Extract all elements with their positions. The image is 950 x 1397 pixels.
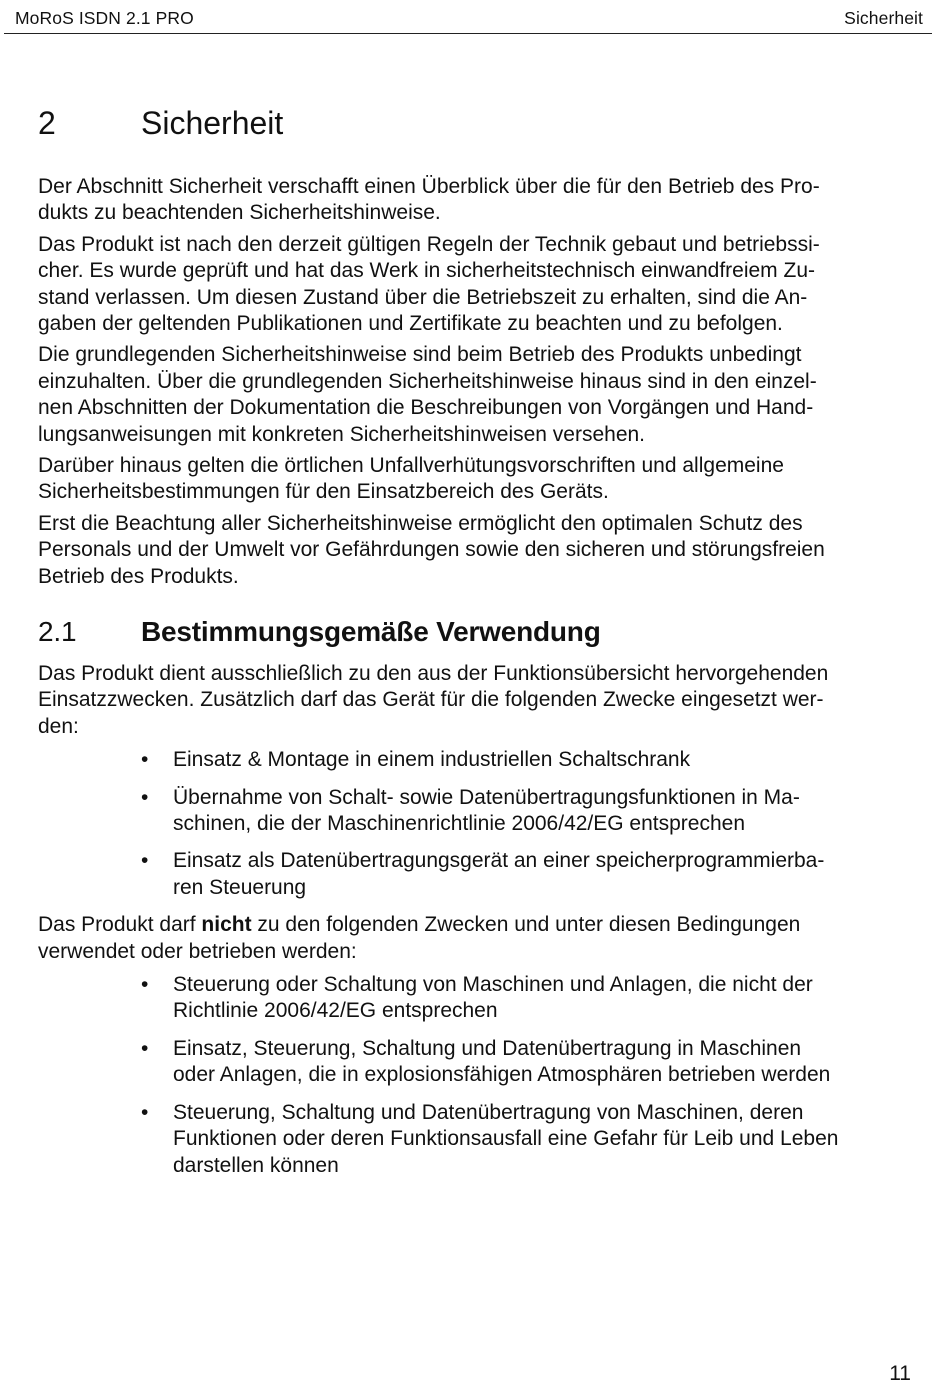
- text-line: Übernahme von Schalt- sowie Datenübertragungsfunktionen in Ma-: [173, 785, 800, 809]
- bullet-icon: •: [141, 748, 149, 772]
- document-title: MoRoS ISDN 2.1 PRO: [15, 8, 194, 28]
- text-line: darstellen können: [173, 1153, 339, 1177]
- text-line: gaben der geltenden Publikationen und Zertifikate zu beachten und zu befolgen.: [38, 312, 783, 336]
- running-header: [4, 0, 932, 34]
- bullet-icon: •: [141, 785, 149, 809]
- allowed-uses-list: [38, 747, 898, 901]
- text-line: Betrieb des Produkts.: [38, 564, 239, 588]
- text-line: Einsatz als Datenübertragungsgerät an einer speicherprogrammierba-: [173, 849, 825, 873]
- list-item: [38, 972, 898, 1025]
- list-item: [38, 785, 898, 838]
- text-line: Funktionen oder deren Funktionsausfall eine Gefahr für Leib und Leben: [173, 1127, 839, 1151]
- text-line: stand verlassen. Um diesen Zustand über die Betriebszeit zu erhalten, sind die An-: [38, 285, 808, 309]
- bullet-icon: •: [141, 849, 149, 873]
- bullet-icon: •: [141, 1036, 149, 1060]
- text-line: Einsatz & Montage in einem industriellen Schaltschrank: [173, 748, 691, 772]
- text-line: verwendet oder betrieben werden:: [38, 939, 357, 963]
- section-title: Sicherheit: [141, 105, 284, 141]
- text-line: Steuerung oder Schaltung von Maschinen und Anlagen, die nicht der: [173, 973, 813, 997]
- paragraph: [38, 342, 898, 448]
- list-item: [38, 1036, 898, 1089]
- text-line: dukts zu beachtenden Sicherheitshinweise.: [38, 201, 441, 225]
- emphasis-not: nicht: [201, 913, 252, 937]
- text-line: Personals und der Umwelt vor Gefährdungen sowie den sicheren und störungsfreien: [38, 538, 825, 562]
- text-line: den:: [38, 714, 79, 738]
- text-run: Das Produkt darf: [38, 913, 202, 937]
- text-line: Das Produkt ist nach den derzeit gültigen Regeln der Technik gebaut und betriebssi-: [38, 232, 820, 256]
- text-line: Der Abschnitt Sicherheit verschafft einen Überblick über die für den Betrieb des Pro-: [38, 175, 820, 198]
- list-item: [38, 848, 898, 901]
- text-line: Steuerung, Schaltung und Datenübertragung von Maschinen, deren: [173, 1100, 804, 1124]
- text-line: Richtlinie 2006/42/EG entsprechen: [173, 999, 498, 1023]
- paragraph: [38, 232, 898, 338]
- text-line: nen Abschnitten der Dokumentation die Beschreibungen von Vorgängen und Hand-: [38, 396, 814, 420]
- text-line: Erst die Beachtung aller Sicherheitshinweise ermöglicht den optimalen Schutz des: [38, 511, 803, 535]
- subsection-title: Bestimmungsgemäße Verwendung: [141, 616, 601, 647]
- bullet-icon: •: [141, 1100, 149, 1124]
- bullet-icon: •: [141, 973, 149, 997]
- text-line: lungsanweisungen mit konkreten Sicherheitshinweisen versehen.: [38, 422, 646, 446]
- text-line: Die grundlegenden Sicherheitshinweise sind beim Betrieb des Produkts unbedingt: [38, 343, 802, 367]
- text-line: [38, 912, 898, 938]
- list-item: [38, 1100, 898, 1179]
- text-line: Einsatz, Steuerung, Schaltung und Datenübertragung in Maschinen: [173, 1036, 802, 1060]
- paragraph: [38, 661, 898, 740]
- restriction-paragraph: [38, 912, 898, 965]
- text-line: cher. Es wurde geprüft und hat das Werk in sicherheitstechnisch einwandfreiem Zu-: [38, 259, 815, 283]
- paragraph: [38, 511, 898, 590]
- list-item: [38, 747, 898, 773]
- section-number: 2: [38, 105, 56, 141]
- subsection-body: [38, 661, 898, 1190]
- text-line: Darüber hinaus gelten die örtlichen Unfallverhütungsvorschriften und allgemeine: [38, 454, 784, 478]
- section-heading: [38, 103, 283, 143]
- page-number: 11: [889, 1362, 911, 1385]
- paragraph: [38, 174, 898, 227]
- forbidden-uses-list: [38, 972, 898, 1179]
- text-line: Einsatzzwecken. Zusätzlich darf das Gerät für die folgenden Zwecke eingesetzt wer-: [38, 688, 824, 712]
- section-body: [38, 174, 898, 595]
- text-line: ren Steuerung: [173, 875, 307, 899]
- text-line: Sicherheitsbestimmungen für den Einsatzbereich des Geräts.: [38, 480, 609, 504]
- chapter-title: Sicherheit: [844, 8, 923, 28]
- subsection-number: 2.1: [38, 616, 77, 647]
- text-line: einzuhalten. Über die grundlegenden Sicherheitshinweise hinaus sind in den einzel-: [38, 369, 817, 393]
- text-run: zu den folgenden Zwecken und unter diesen Bedingungen: [251, 913, 801, 937]
- text-line: schinen, die der Maschinenrichtlinie 2006/42/EG entsprechen: [173, 812, 746, 836]
- text-line: oder Anlagen, die in explosionsfähigen Atmosphären betrieben werden: [173, 1063, 831, 1087]
- text-line: Das Produkt dient ausschließlich zu den aus der Funktionsübersicht hervorgehenden: [38, 662, 829, 685]
- subsection-heading: [38, 614, 601, 650]
- paragraph: [38, 453, 898, 506]
